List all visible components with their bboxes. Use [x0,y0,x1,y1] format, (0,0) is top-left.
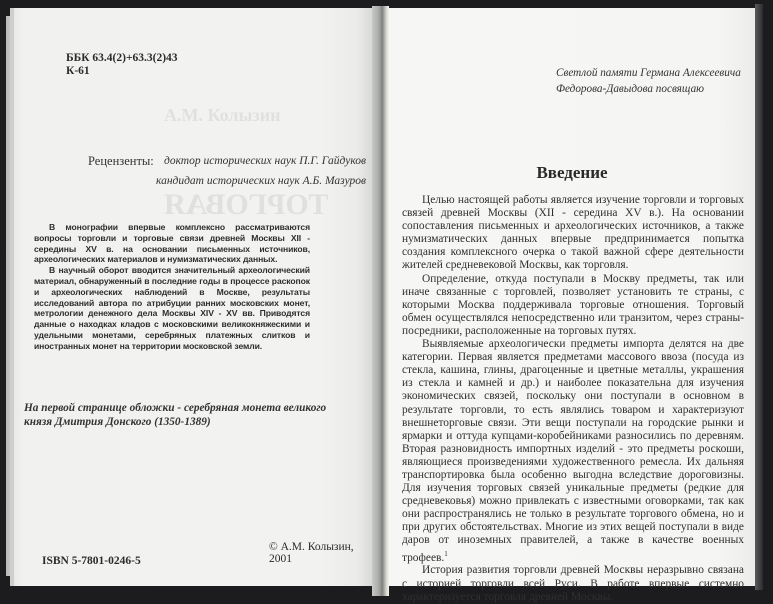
copyright: © А.М. Колызин, 2001 [269,541,354,565]
footnote-marker[interactable]: 1 [444,549,448,558]
left-page [14,8,372,586]
body-paragraph: Целью настоящей работы является изучение торговли и торговых связей древней Москвы (XII - середина XV в.). На основании сопоставления письменных и археологических источников, а также нумизматических данных впервые предпринимается попытка создания комплексного очерка о такой важной сфере деятельности жителей средневековой Москвы, как торговля. [402,194,744,272]
dedication-line: Федорова-Давыдова посвящаю [556,83,705,95]
chapter-body [402,194,744,604]
right-cover-edge [755,4,763,590]
author-mark: К-61 [66,65,90,77]
bbk-code: ББК 63.4(2)+63.3(2)43 [66,52,178,64]
isbn: ISBN 5-7801-0246-5 [42,555,141,567]
body-paragraph-text: Определение, откуда поступали в Москву предметы, так или иначе связанные с торговлей, позволяет установить те страны, с которыми Москва поддерживала торговые отношения. Торговый обмен осуществлялся непосредственно или транзитом, через страны-посредники, расположенные на торговых путях. [402,272,744,337]
body-paragraph [402,338,744,564]
reviewers-label: Рецензенты: [88,154,154,168]
dedication [556,65,741,97]
show-through-title: ТОРГОВАЯ [164,188,329,221]
dedication-line: Светлой памяти Германа Алексеевича [556,67,741,79]
show-through-author: А.М. Колызин [164,105,281,125]
annotation-paragraph: В монографии впервые комплексно рассматриваются вопросы торговли и торговые связи древней Москвы XII - середины XV в. на основании письменных источников, археологических материалов и нумизматических данных. [34,222,310,265]
right-page [389,8,755,603]
bbk-block [66,52,178,78]
body-paragraph [402,273,744,338]
cover-note: На первой странице обложки - серебряная монета великого князя Дмитрия Донского (1350-1389) [24,402,327,428]
body-paragraph: История развития торговли древней Москвы неразрывно связана с историей торговли всей Руси. В работе впервые системно характеризуется торговля древней Москвы. [402,564,744,603]
body-paragraph-text: Выявляемые археологически предметы импорта делятся на две категории. Первая является предметами массового ввоза (посуда из стекла, кашина, глины, драгоценные и цветные металлы, украшения из стекла и камней и др.) и наиболее показательна для изучения экономических связей, поскольку они поступали в основном в результате торговли, то есть являлись товаром и характеризуют внешнеторговые связи. Эти вещи поступали на городские рынки и ярмарки и оттуда купцами-коробейниками разносились по деревням. Вторая разновидность импортных изделий - это предметы роскоши, являющиеся произведениями художественного ремесла. Их дальняя транспортировка была особенно выгодна вследствие дороговизны. Для изучения торговых связей уникальные предметы (редкие для средневековья) можно привлекать с известными оговорками, так как они распространялись не только в результате торгового обмена, но и при других обстоятельствах. Многие из этих вещей поступали в виде даров от иноземных правителей, а также в качестве военных трофеев. [402,338,744,564]
reviewer-1: доктор исторических наук П.Г. Гайдуков [164,155,367,167]
chapter-title: Введение [536,163,608,182]
reviewer-2: кандидат исторических наук А.Б. Мазуров [156,175,367,187]
annotation-paragraph: В научный оборот вводится значительный археологический материал, обнаруженный в последние годы в процессе раскопок и археологических наблюдений в Москве, результаты исследований автора по атрибуции ранних московских монет, метрологии денежного дела Москвы XIV - XV вв. Приводятся данные о находках кладов с московскими великокняжескими и удельными монетами, серебряных платежных слитков и иностранных монет на территории московской земли. [34,265,310,351]
annotation [34,222,310,352]
book-spine [372,6,389,596]
